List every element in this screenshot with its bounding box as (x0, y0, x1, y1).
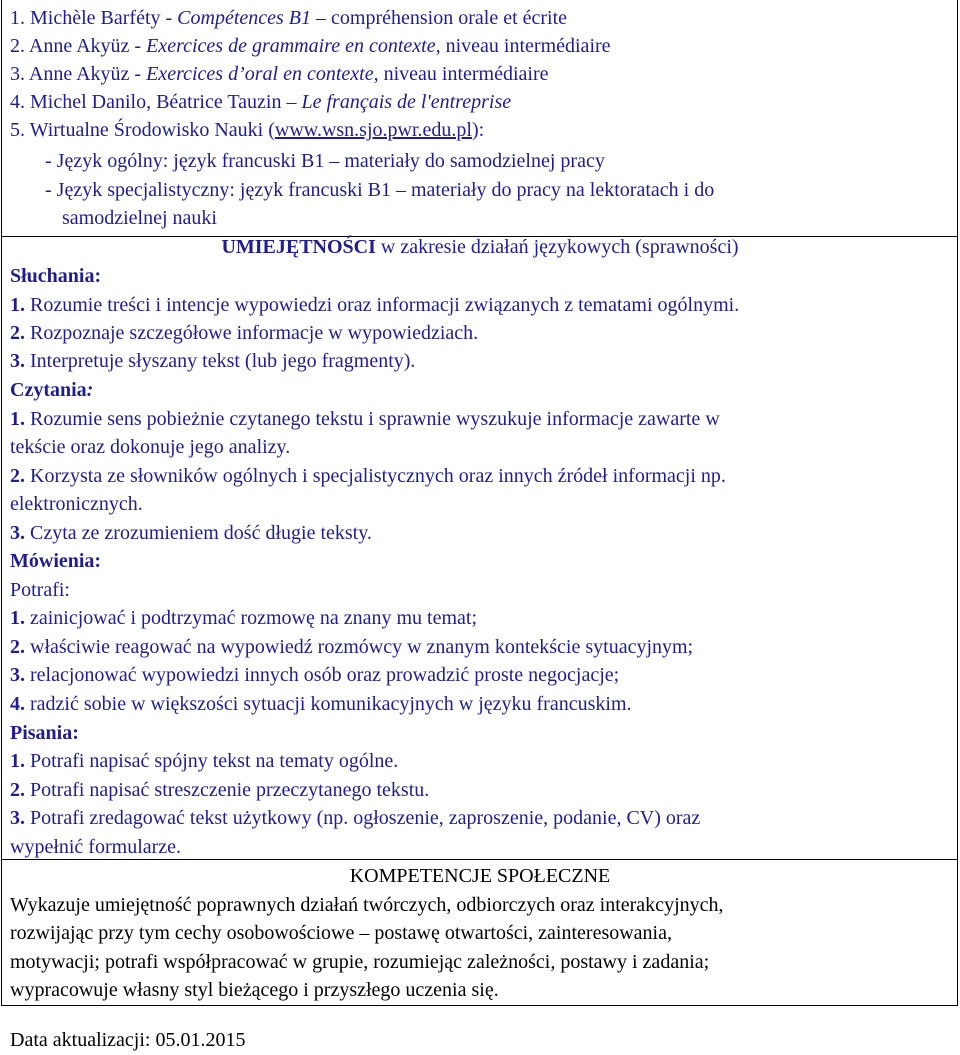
source-author: 4. Michel Danilo, Béatrice Tauzin – (10, 91, 302, 113)
item-number: 2. (10, 779, 25, 801)
item-text: Potrafi zredagować tekst użytkowy (np. ogłoszenie, zaproszenie, podanie, CV) oraz (25, 807, 701, 829)
skills-heading-rest: w zakresie działań językowych (sprawności) (375, 236, 739, 258)
item-number: 3. (10, 522, 25, 544)
item-number: 4. (10, 693, 25, 715)
list-item-continued: elektronicznych. (10, 493, 143, 515)
item-text: Rozumie sens pobieżnie czytanego tekstu i sprawnie wyszukuje informacje zawarte w (25, 408, 720, 430)
item-number: 1. (10, 607, 25, 629)
list-item (10, 319, 478, 347)
source-note: , niveau intermédiaire (373, 63, 549, 85)
item-text: zainicjować i podtrzymać rozmowę na znany mu temat; (25, 607, 478, 629)
source-item (10, 4, 567, 32)
list-item-continued: wypełnić formularze. (10, 836, 182, 858)
item-number: 1. (10, 294, 25, 316)
item-number: 2. (10, 322, 25, 344)
item-number: 1. (10, 750, 25, 772)
reading-title-colon: : (86, 379, 94, 401)
writing-title: Pisania: (10, 722, 79, 744)
source-item (10, 60, 549, 88)
list-item (10, 661, 619, 689)
item-text: właściwie reagować na wypowiedź rozmówcy w znanym kontekście sytuacyjnym; (25, 636, 694, 658)
source-author: 2. Anne Akyüz - (10, 35, 147, 57)
source-subitem: - Język ogólny: język francuski B1 – materiały do samodzielnej pracy (45, 150, 605, 172)
source-subitem-continued: samodzielnej nauki (62, 207, 217, 229)
source-title: Compétences B1 (177, 7, 312, 29)
item-text: Rozpoznaje szczegółowe informacje w wypowiedziach. (25, 322, 479, 344)
source-title: Exercices de grammaire en contexte (146, 35, 436, 57)
source-note: , niveau intermédiaire (435, 35, 611, 57)
list-item (10, 519, 372, 547)
list-item (10, 690, 632, 718)
social-text-line: rozwijając przy tym cechy osobowościowe – postawę otwartości, zainteresowania, (10, 922, 672, 944)
social-text-line: motywacji; potrafi współpracować w grupie, rozumiejąc zależności, postawy i zadania; (10, 951, 710, 973)
item-number: 3. (10, 350, 25, 372)
item-number: 3. (10, 664, 25, 686)
speaking-title: Mówienia: (10, 550, 102, 572)
item-number: 3. (10, 807, 25, 829)
item-number: 2. (10, 636, 25, 658)
list-item (10, 747, 398, 775)
item-number: 2. (10, 465, 25, 487)
item-text: Potrafi napisać streszczenie przeczytanego tekstu. (25, 779, 430, 801)
website-link[interactable]: www.wsn.sjo.pwr.edu.pl (274, 119, 472, 141)
source-subitem: - Język specjalistyczny: język francuski B1 – materiały do pracy na lektoratach i do (45, 179, 715, 201)
item-text: Potrafi napisać spójny tekst na tematy ogólne. (25, 750, 399, 772)
item-text: radzić sobie w większości sytuacji komunikacyjnych w języku francuskim. (25, 693, 632, 715)
list-item (10, 291, 739, 319)
item-text: Czyta ze zrozumieniem dość długie teksty. (25, 522, 372, 544)
reading-title (10, 376, 93, 404)
source-note: ): (471, 119, 485, 141)
list-item-continued: tekście oraz dokonuje jego analizy. (10, 436, 291, 458)
source-title: Exercices d’oral en contexte (146, 63, 374, 85)
social-heading: KOMPETENCJE SPOŁECZNE (349, 865, 611, 887)
list-item (10, 405, 720, 433)
list-item (10, 633, 693, 661)
list-item (10, 347, 415, 375)
source-author: 1. Michèle Barféty - (10, 7, 178, 29)
list-item (10, 604, 477, 632)
reading-title-text: Czytania (10, 379, 87, 401)
skills-heading (0, 233, 960, 261)
item-text: relacjonować wypowiedzi innych osób oraz prowadzić proste negocjacje; (25, 664, 620, 686)
item-number: 1. (10, 408, 25, 430)
source-item-5 (10, 116, 484, 144)
list-item (10, 462, 726, 490)
list-item (10, 804, 700, 832)
list-item (10, 776, 429, 804)
source-note: – compréhension orale et écrite (311, 7, 568, 29)
item-text: Interpretuje słyszany tekst (lub jego fragmenty). (25, 350, 416, 372)
source-title: Le français de l'entreprise (301, 91, 512, 113)
source-author: 5. Wirtualne Środowisko Nauki ( (10, 119, 275, 141)
source-item (10, 88, 511, 116)
social-text-line: Wykazuje umiejętność poprawnych działań twórczych, odbiorczych oraz interakcyjnych, (10, 894, 724, 916)
speaking-intro: Potrafi: (10, 579, 70, 601)
item-text: Korzysta ze słowników ogólnych i specjalistycznych oraz innych źródeł informacji np. (25, 465, 726, 487)
listening-title: Słuchania: (10, 265, 102, 287)
item-text: Rozumie treści i intencje wypowiedzi oraz informacji związanych z tematami ogólnymi. (25, 294, 740, 316)
skills-heading-bold: UMIEJĘTNOŚCI (221, 236, 376, 258)
update-date: Data aktualizacji: 05.01.2015 (10, 1029, 246, 1051)
source-item (10, 32, 611, 60)
social-text-line: wypracowuje własny styl bieżącego i przyszłego uczenia się. (10, 979, 499, 1001)
source-author: 3. Anne Akyüz - (10, 63, 147, 85)
